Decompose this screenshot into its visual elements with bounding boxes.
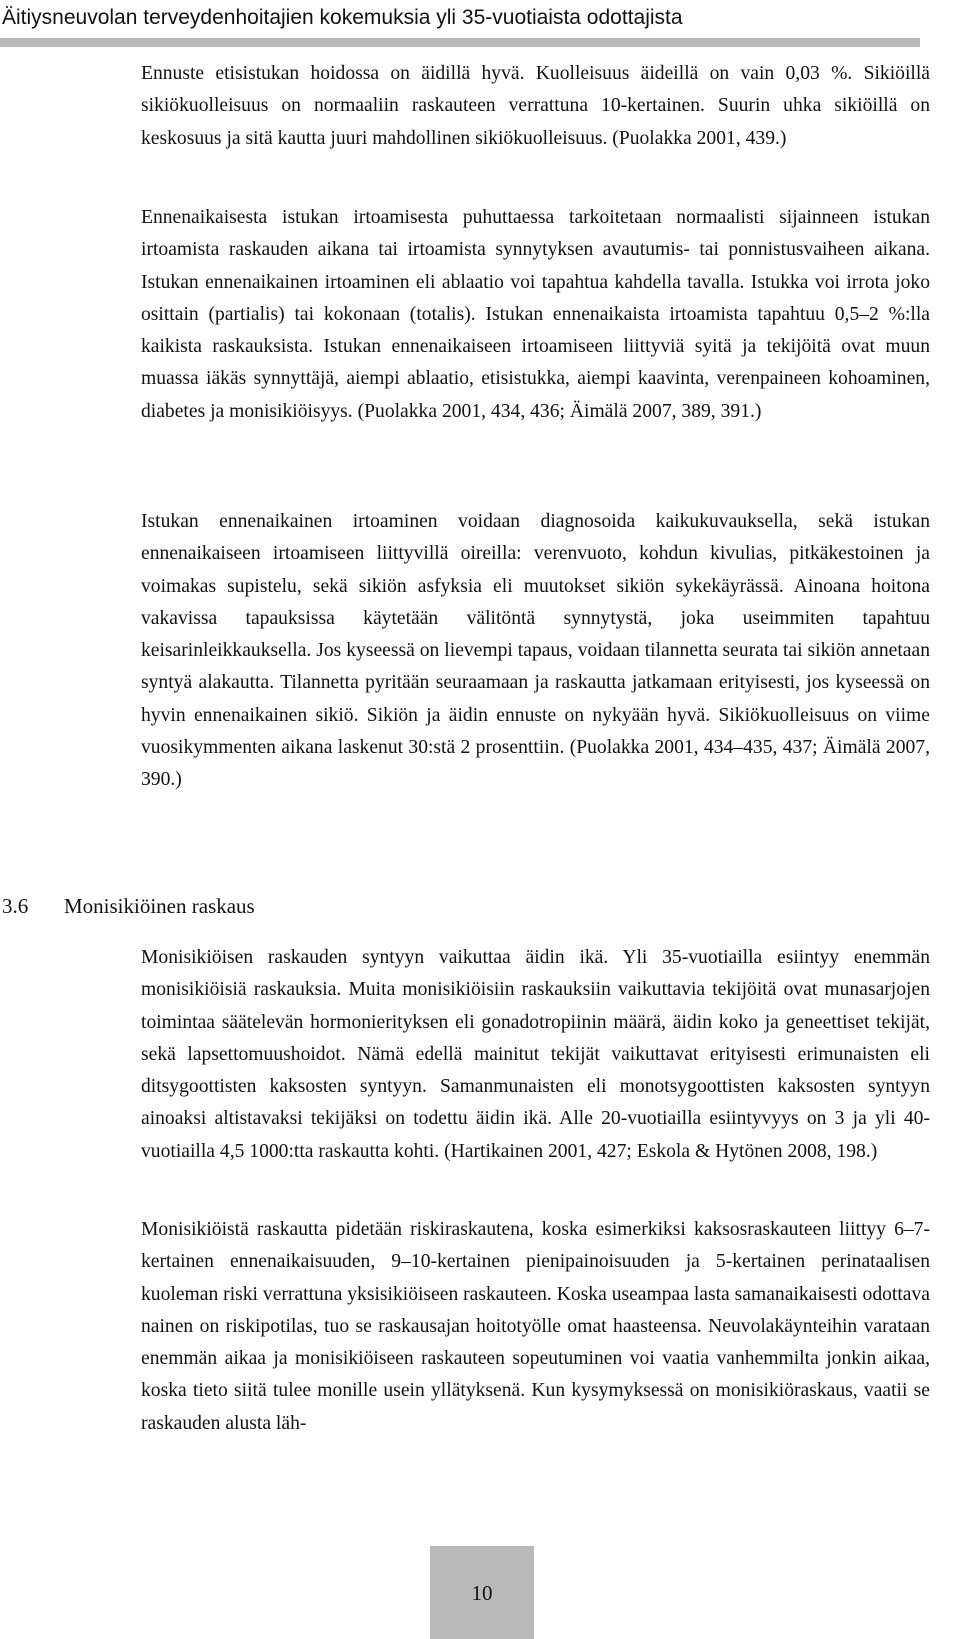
paragraph-1: Ennuste etisistukan hoidossa on äidillä hyvä. Kuolleisuus äideillä on vain 0,03 %. Sikiöillä sikiökuolleisuus on normaaliin raskauteen verrattuna 10-kertainen. Suurin uhka sikiöillä on keskosuus ja sitä kautta juuri mahdollinen sikiökuolleisuus. (Puolakka 2001, 439.) <box>141 63 930 149</box>
section-title: Monisikiöinen raskaus <box>64 894 255 918</box>
paragraph-4: Monisikiöisen raskauden syntyyn vaikuttaa äidin ikä. Yli 35-vuotiailla esiintyy enemmän monisikiöisiä raskauksia. Muita monisikiöisiin raskauksiin vaikuttavia tekijöitä ovat munasarjojen toimintaa säätelevän hormonierityksen eli gonadotropiinin määrä, äidin koko ja geneettiset tekijät, sekä lapsettomuushoidot. Nämä edellä mainitut tekijät vaikuttavat erityisesti erimunaisten eli ditsygoottisten kaksosten syntyyn. Samanmunaisten eli monotsygoottisten kaksosten syntyyn ainoaksi altistavaksi tekijäksi on todettu äidin ikä. Alle 20-vuotiailla esiintyvyys on 3 ja yli 40-vuotiailla 4,5 1000:tta raskautta kohti. (Hartikainen 2001, 427; Eskola & Hytönen 2008, 198.) <box>141 947 930 1162</box>
paragraph-2: Ennenaikaisesta istukan irtoamisesta puhuttaessa tarkoitetaan normaalisti sijainneen istukan irtoamista raskauden aikana tai irtoamista synnytyksen avautumis- tai ponnistusvaiheen aikana. Istukan ennenaikainen irtoaminen eli ablaatio voi tapahtua kahdella tavalla. Istukka voi irrota joko osittain (partialis) tai kokonaan (totalis). Istukan ennenaikaista irtoamista tapahtuu 0,5–2 %:lla kaikista raskauksista. Istukan ennenaikaiseen irtoamiseen liittyviä syitä ja tekijöitä ovat muun muassa iäkäs synnyttäjä, aiempi ablaatio, etisistukka, aiempi kaavinta, verenpaineen kohoaminen, diabetes ja monisikiöisyys. (Puolakka 2001, 434, 436; Äimälä 2007, 389, 391.) <box>141 207 930 422</box>
running-title: Äitiysneuvolan terveydenhoitajien kokemuksia yli 35-vuotiaista odottajista <box>2 6 683 29</box>
paragraph-3: Istukan ennenaikainen irtoaminen voidaan diagnosoida kaikukuvauksella, sekä istukan ennenaikaiseen irtoamiseen liittyvillä oireilla: verenvuoto, kohdun kivulias, pitkäkestoinen ja voimakas supistelu, sekä sikiön asfyksia eli muutokset sikiön sykekäyrässä. Ainoana hoitona vakavissa tapauksissa käytetään välitöntä synnytystä, joka useimmiten tapahtuu keisarinleikkauksella. Jos kyseessä on lievempi tapaus, voidaan tilannetta seurata tai sikiön annetaan syntyä alakautta. Tilannetta pyritään seuraamaan ja raskautta jatkamaan erityisesti, jos kyseessä on hyvin ennenaikainen sikiö. Sikiön ja äidin ennuste on nykyään hyvä. Sikiökuolleisuus on viime vuosikymmenten aikana laskenut 30:stä 2 prosenttiin. (Puolakka 2001, 434–435, 437; Äimälä 2007, 390.) <box>141 511 930 791</box>
page-number: 10 <box>471 1581 493 1605</box>
page-number-box <box>430 1546 534 1639</box>
section-number: 3.6 <box>2 894 29 918</box>
header-rule <box>0 38 920 47</box>
page-header <box>0 0 920 47</box>
paragraph-5: Monisikiöistä raskautta pidetään riskiraskautena, koska esimerkiksi kaksosraskauteen liittyy 6–7-kertainen ennenaikaisuuden, 9–10-kertainen pienipainoisuuden ja 5-kertainen perinataalisen kuoleman riski verrattuna yksisikiöiseen raskauteen. Koska useampaa lasta samanaikaisesti odottava nainen on riskipotilas, tuo se raskausajan hoitotyölle omat haasteensa. Neuvolakäynteihin varataan enemmän aikaa ja monisikiöiseen raskauteen sopeutuminen voi vaatia vanhemmilta jonkin aikaa, koska tieto siitä tulee monille usein yllätyksenä. Kun kysymyksessä on monisikiöraskaus, vaatii se raskauden alusta läh- <box>141 1219 930 1434</box>
section-heading <box>2 892 255 920</box>
